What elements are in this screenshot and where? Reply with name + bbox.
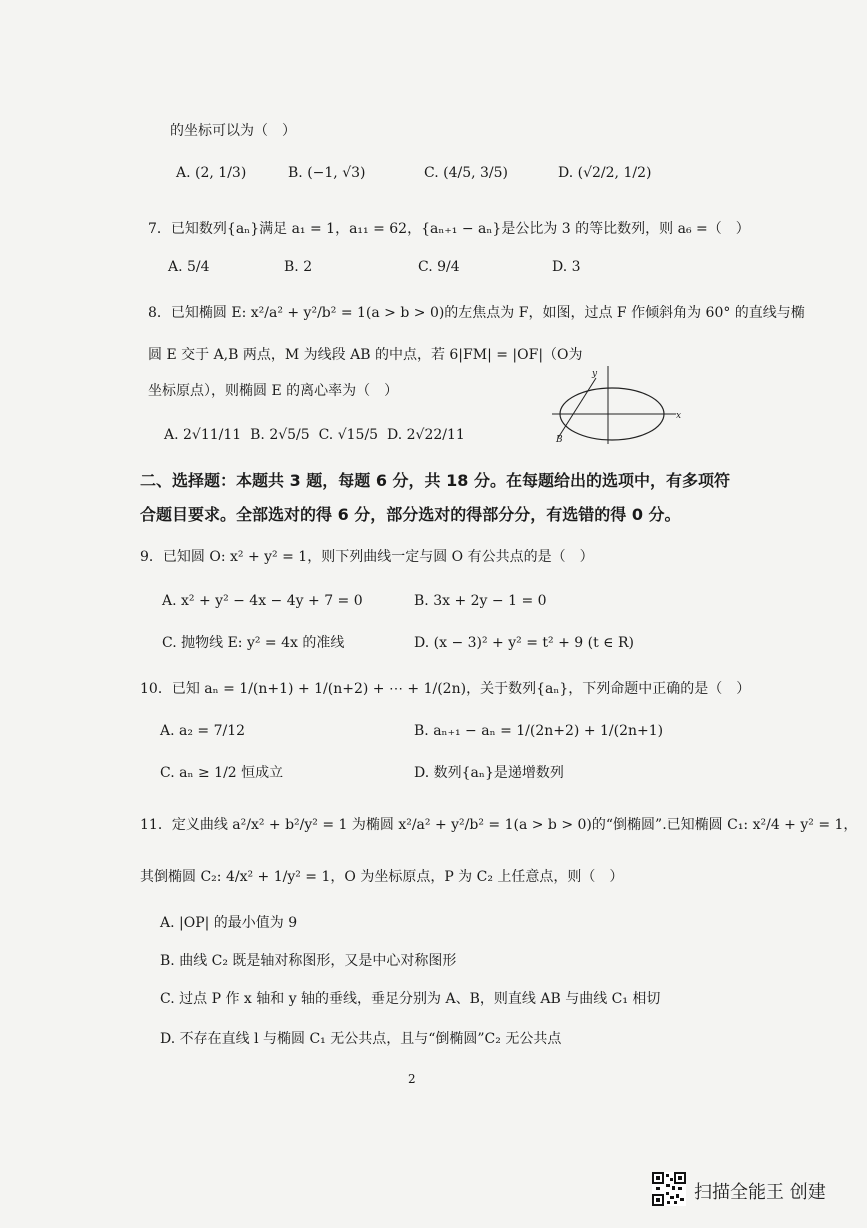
q6-option-b: B. (−1, √3)	[288, 165, 366, 181]
y-axis-label: y	[592, 369, 598, 379]
q10-stem: 10．已知 aₙ = 1/(n+1) + 1/(n+2) + ⋯ + 1/(2n)，关于数列{aₙ}，下列命题中正确的是（ ）	[140, 681, 751, 697]
q9-option-b: B. 3x + 2y − 1 = 0	[414, 593, 547, 609]
q8-line-3: 坐标原点），则椭圆 E 的离心率为（ ）	[148, 383, 399, 399]
x-axis-label: x	[676, 411, 682, 421]
q11-line-1: 11．定义曲线 a²/x² + b²/y² = 1 为椭圆 x²/a² + y²/b² = 1(a > b > 0)的“倒椭圆”.已知椭圆 C₁: x²/4 + y² = 1，	[140, 817, 858, 833]
q10-option-d: D. 数列{aₙ}是递增数列	[414, 765, 564, 781]
q9-option-d: D. (x − 3)² + y² = t² + 9 (t ∈ R)	[414, 635, 634, 651]
q8-line-1: 8．已知椭圆 E: x²/a² + y²/b² = 1(a > b > 0)的左焦点为 F，如图，过点 F 作倾斜角为 60° 的直线与椭	[148, 305, 805, 321]
q9-option-c: C. 抛物线 E: y² = 4x 的准线	[162, 635, 345, 651]
q10-option-a: A. a₂ = 7/12	[160, 723, 246, 739]
q6-tail: 的坐标可以为（ ）	[170, 123, 296, 139]
q11-option-d: D. 不存在直线 l 与椭圆 C₁ 无公共点，且与“倒椭圆”C₂ 无公共点	[160, 1031, 562, 1047]
q6-option-c: C. (4/5, 3/5)	[424, 165, 509, 181]
q7-option-c: C. 9/4	[418, 259, 460, 275]
q6-option-a: A. (2, 1/3)	[176, 165, 247, 181]
q6-option-d: D. (√2/2, 1/2)	[558, 165, 652, 181]
ellipse-figure	[548, 362, 684, 446]
q9-stem: 9．已知圆 O: x² + y² = 1，则下列曲线一定与圆 O 有公共点的是（ ）	[140, 549, 594, 565]
section-2-heading-line-2: 合题目要求。全部选对的得 6 分，部分选对的得部分分，有选错的得 0 分。	[140, 505, 681, 524]
section-2-heading-line-1: 二、选择题：本题共 3 题，每题 6 分，共 18 分。在每题给出的选项中，有多项符	[140, 471, 730, 490]
q11-option-c: C. 过点 P 作 x 轴和 y 轴的垂线，垂足分别为 A、B，则直线 AB 与曲线 C₁ 相切	[160, 991, 661, 1007]
qr-code-icon	[652, 1172, 686, 1206]
page-number: 2	[408, 1072, 416, 1086]
q8-line-2: 圆 E 交于 A,B 两点，M 为线段 AB 的中点，若 6|FM| = |OF|（O为	[148, 347, 583, 363]
q10-option-b: B. aₙ₊₁ − aₙ = 1/(2n+2) + 1/(2n+1)	[414, 723, 664, 739]
q7-option-a: A. 5/4	[168, 259, 210, 275]
q7-option-b: B. 2	[284, 259, 313, 275]
q7-option-d: D. 3	[552, 259, 581, 275]
q11-option-a: A. |OP| 的最小值为 9	[160, 915, 298, 931]
q10-option-c: C. aₙ ≥ 1/2 恒成立	[160, 765, 284, 781]
q9-option-a: A. x² + y² − 4x − 4y + 7 = 0	[162, 593, 363, 609]
chord-line	[558, 378, 596, 438]
q7-stem: 7．已知数列{aₙ}满足 a₁ = 1，a₁₁ = 62，{aₙ₊₁ − aₙ}是公比为 3 的等比数列，则 a₆ =（ ）	[148, 221, 750, 237]
point-b-label: B	[556, 435, 563, 445]
scanner-brand-text: 扫描全能王 创建	[694, 1182, 826, 1203]
q11-line-2: 其倒椭圆 C₂: 4/x² + 1/y² = 1，O 为坐标原点，P 为 C₂ 上任意点，则（ ）	[140, 869, 624, 885]
q11-option-b: B. 曲线 C₂ 既是轴对称图形，又是中心对称图形	[160, 953, 457, 969]
q8-options: A. 2√11/11 B. 2√5/5 C. √15/5 D. 2√22/11	[164, 427, 465, 443]
